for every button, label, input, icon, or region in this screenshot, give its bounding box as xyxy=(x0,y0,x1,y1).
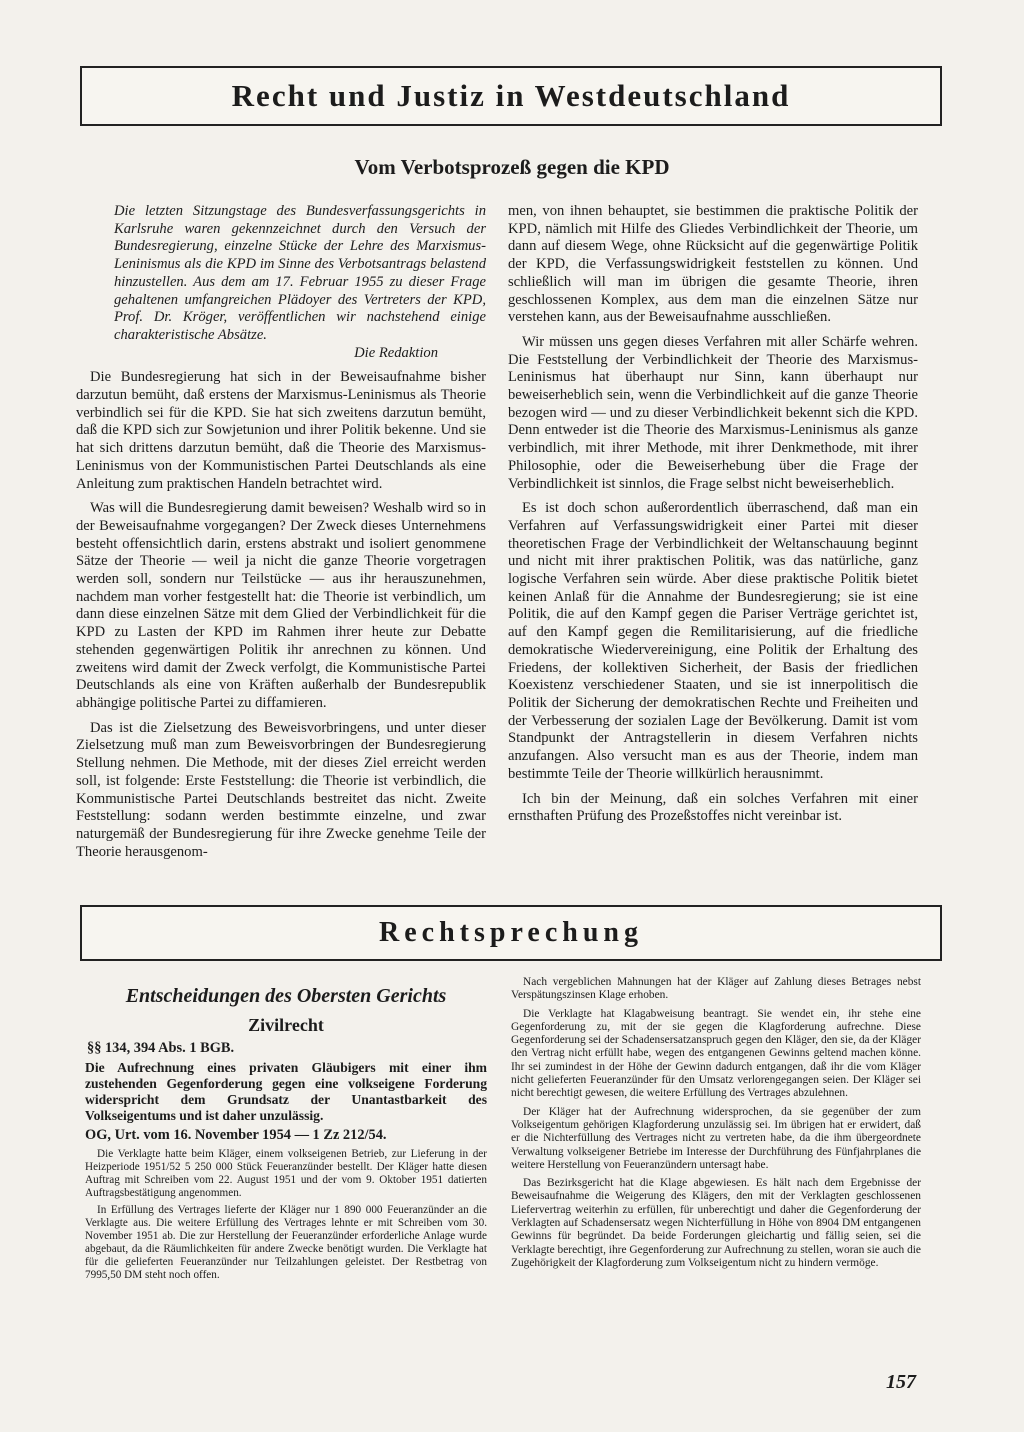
article-title: Vom Verbotsprozeß gegen die KPD xyxy=(354,155,670,179)
intro-signature: Die Redaktion xyxy=(354,344,438,361)
decision-column-right xyxy=(511,976,921,1275)
article-paragraph: Die Bundesregierung hat sich in der Beweisaufnahme bisher darzutun bemüht, daß erstens der Marxismus-Leninismus als Theorie verbindlich sei für die KPD. Sie hat sich zweitens darzutun bemüht, daß die KPD sich zur Sowjetunion und ihrer Politik bekenne. Und sie hat sich drittens darzutun bemüht, daß die Theorie des Marxismus-Leninismus von der Kommunistischen Partei Deutschlands als eine Anleitung zum praktischen Handeln betrachtet wird. xyxy=(76,369,486,492)
section-banner-rechtsprechung xyxy=(80,905,942,961)
headnote: Die Aufrechnung eines privaten Gläubigers mit einer ihm zustehenden Gegenforderung gegen eine volkseigene Forderung widerspricht dem Grundsatz der Unantastbarkeit des Volkseigentums und ist daher unzulässig. xyxy=(85,1060,487,1123)
article-paragraph: Das ist die Zielsetzung des Beweisvorbringens, und unter dieser Zielsetzung muß man zum Beweisvorbringen der Bundesregierung Stellung nehmen. Die Methode, mit der dieses Ziel erreicht werden soll, ist folgende: Erste Feststellung: die Theorie ist verbindlich, die Kommunistische Partei Deutschlands bestreitet das nicht. Zweite Feststellung: sodann werden bestimmte einzelne, und zwar naturgemäß der Bundesregierung für ihre Zwecke genehme Teile der Theorie herausgenom- xyxy=(76,719,486,860)
decision-facts xyxy=(85,1148,487,1282)
decision-reference: OG, Urt. vom 16. November 1954 — 1 Zz 212/54. xyxy=(85,1127,387,1143)
article-paragraph: Es ist doch schon außerordentlich überraschend, daß man ein Verfahren auf Verfassungswidrigkeit einer Partei mit dieser theoretischen Frage der Verbindlichkeit der Weltanschauung beginnt und nicht mit ihrer praktischen Politik, was das natürliche, ganz logische Verfahren sein würde. Aber diese praktische Politik bietet keinen Anlaß für die Annahme der Bundesregierung; sie ist eine Politik, die auf den Kampf gegen die Pariser Verträge gerichtet ist, auf den Kampf gegen die Remilitarisierung, auf die friedliche demokratische Wiedervereinigung, eine Politik der Erhaltung des Friedens, der kollektiven Sicherheit, der Basis der friedlichen Koexistenz verschiedener Staaten, und sie ist innerpolitisch die Politik der Sicherung der demokratischen Rechte und Freiheiten und der Verbesserung der sozialen Lage der Bevölkerung. Damit ist vom Standpunkt der Antragstellerin in diesem Verfahren nichts anzufangen. Also versucht man es aus der Theorie, indem man bestimmte Teile der Theorie willkürlich herausnimmt. xyxy=(508,500,918,782)
article-paragraph: Ich bin der Meinung, daß ein solches Verfahren mit einer ernsthaften Prüfung des Prozeßstoffes nicht vereinbar ist. xyxy=(508,790,918,825)
article-paragraph: Wir müssen uns gegen dieses Verfahren mit aller Schärfe wehren. Die Feststellung der Verbindlichkeit der Theorie des Marxismus-Leninismus hat überhaupt nur Sinn, kann überhaupt nur beweiserheblich sein, wenn die Verbindlichkeit auf die ganze Theorie bezogen wird — und zu dieser Verbindlichkeit bekennt sich die KPD. Denn entweder ist die Theorie des Marxismus-Leninismus als ganze verbindlich, mit ihrer Methode, mit ihrer Denkmethode, mit ihrer Philosophie, oder die Beweiserhebung über die Frage der Verbindlichkeit ist sinnlos, die Frage selbst nicht beweiserheblich. xyxy=(508,333,918,492)
section-banner-westdeutschland xyxy=(80,66,942,126)
decision-paragraph: Nach vergeblichen Mahnungen hat der Kläger auf Zahlung dieses Betrages nebst Verspätungszinsen Klage erhoben. xyxy=(511,976,921,1002)
decision-paragraph: Der Kläger hat der Aufrechnung widersprochen, da sie gegenüber der zum Volkseigentum gehörigen Klagforderung unzulässig sei. Im übrigen hat er erwidert, daß er die Nichterfüllung des Vertrages nicht zu vertreten habe, da die ihm übergeordnete Verwaltung volkseigener Betriebe im Interesse der Durchführung des Fünfjahrplanes die weitere Herstellung von Feueranzündern untersagt habe. xyxy=(511,1105,921,1171)
decision-paragraph: In Erfüllung des Vertrages lieferte der Kläger nur 1 890 000 Feueranzünder an die Verklagte aus. Die weitere Erfüllung des Vertrages lehnte er mit Schreiben vom 30. November 1951 ab. Die zur Herstellung der Feueranzünder erforderliche Anlage wurde abgebaut, da die Räumlichkeiten für andere Zwecke benötigt wurden. Die Verklagte hat für die gelieferten Feueranzünder nur Teilzahlungen geleistet. Der Restbetrag von 7995,50 DM steht noch offen. xyxy=(85,1204,487,1281)
article-paragraph: men, von ihnen behauptet, sie bestimmen die praktische Politik der KPD, nämlich mit Hilfe des Gliedes Verbindlichkeit der Theorie, um dann auf diesem Wege, ohne Rücksicht auf die gegenwärtige Politik der KPD, die Verfassungswidrigkeit feststellen zu können. Und schließlich will man im übrigen die gesamte Theorie, ihren geschlossenen Komplex, aus dem man die einzelnen Sätze nur verstehen kann, aus der Beweisaufnahme ausschließen. xyxy=(508,203,918,326)
article-intro: Die letzten Sitzungstage des Bundesverfassungsgerichts in Karlsruhe waren gekennzeichnet durch den Versuch der Bundesregierung, einzelne Stücke der Lehre des Marxismus-Leninismus als die KPD im Sinne des Verbotsantrags belastend hinzustellen. Aus dem am 17. Februar 1955 zu dieser Frage gehaltenen umfangreichen Plädoyer des Vertreters der KPD, Prof. Dr. Kröger, veröffentlichen wir nachstehend einige charakteristische Absätze. xyxy=(114,203,486,343)
section2-title: Rechtsprechung xyxy=(379,917,643,948)
decision-paragraph: Das Bezirksgericht hat die Klage abgewiesen. Es hält nach dem Ergebnisse der Beweisaufnahme die Weigerung des Klägers, den mit der Verklagten geschlossenen Liefervertrag weiterhin zu erfüllen, für unberechtigt und daher die Gegenforderung der Verklagten auf Schadensersatz wegen Nichterfüllung in Höhe von 8904 DM entgangenen Gewinns für begründet. Da beide Forderungen gleichartig und fällig seien, sei die Verklagte berechtigt, ihre Gegenforderung zur Aufrechnung zu stellen, woran sie auch die Zugehörigkeit der Klagforderung zum Volkseigentum nicht zu hindern vermöge. xyxy=(511,1177,921,1269)
law-area-heading: Zivilrecht xyxy=(248,1015,324,1035)
article-paragraph: Was will die Bundesregierung damit beweisen? Weshalb wird so in der Beweisaufnahme vorgegangen? Der Zweck dieses Unternehmens besteht offensichtlich darin, erstens abstrakt und isoliert genommene Sätze der Theorie — weil ja nicht die ganze Theorie vorgetragen werden soll, sondern nur Teilstücke — aus ihr herauszunehmen, nachdem man vorher festgestellt hat: die Theorie ist verbindlich, um dann diese einzelnen Sätze mit dem Glied der Verbindlichkeit für die KPD zu Lasten der KPD im Rahmen ihrer heute zur Debatte stehenden gegenwärtigen Politik ihr anrechnen zu können. Und zweitens wird damit der Zweck verfolgt, die Kommunistische Partei Deutschlands als eine von Kräften außerhalb der Bundesrepublik abhängige politische Partei zu diffamieren. xyxy=(76,500,486,711)
statute-citation: §§ 134, 394 Abs. 1 BGB. xyxy=(87,1040,235,1056)
section-title: Recht und Justiz in Westdeutschland xyxy=(231,78,791,113)
article-column-right xyxy=(508,203,918,833)
decision-column-left xyxy=(85,984,487,1286)
article-column-left xyxy=(76,203,486,868)
page-number: 157 xyxy=(886,1371,916,1393)
court-heading: Entscheidungen des Obersten Gerichts xyxy=(125,985,447,1007)
decision-paragraph: Die Verklagte hat Klagabweisung beantragt. Sie wendet ein, ihr stehe eine Gegenforderung zu, mit der sie gegen die Klagforderung aufrechne. Diese Gegenforderung sei der Schadensersatzanspruch gegen den Kläger, den sie, da der Kläger den Vertrag nicht erfüllt habe, wegen des entgangenen Gewinns geltend machen könne. Ihr sei zumindest in der Höhe der Gewinn dadurch entgangen, daß ihr die vom Kläger nicht gelieferten Feueranzünder für den Umsatz verlorengegangen seien. Der Kläger sei nicht berechtigt gewesen, die weitere Erfüllung des Vertrages abzulehnen. xyxy=(511,1007,921,1100)
decision-paragraph: Die Verklagte hatte beim Kläger, einem volkseigenen Betrieb, zur Lieferung in der Heizperiode 1951/52 5 250 000 Stück Feueranzünder bestellt. Der Kläger hatte diesen Auftrag mit Schreiben vom 22. August 1951 und der vom 9. Oktober 1951 datierten Auftragsbestätigung angenommen. xyxy=(85,1148,487,1199)
